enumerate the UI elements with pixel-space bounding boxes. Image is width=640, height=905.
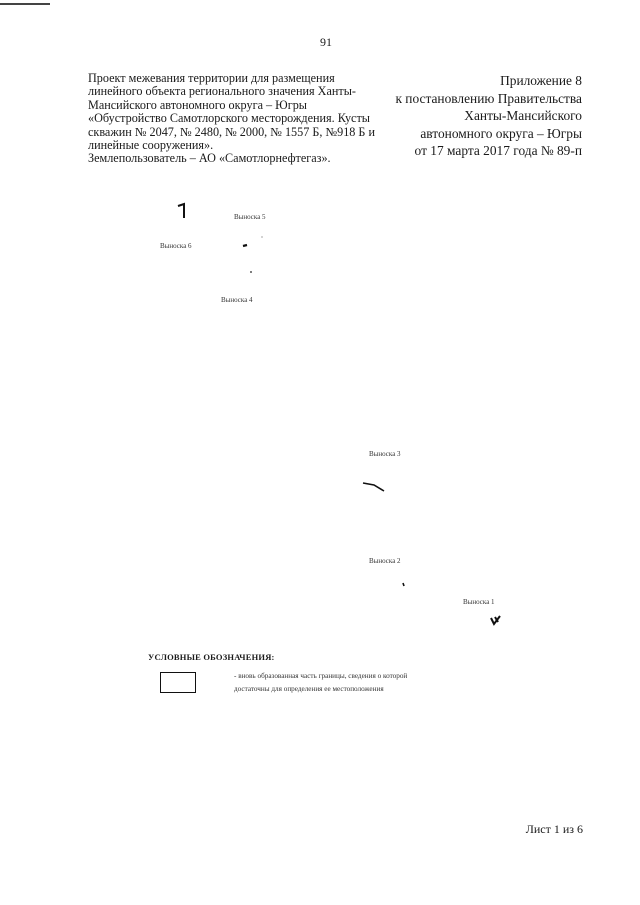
page-number: 91 bbox=[320, 35, 332, 49]
project-title-line: Проект межевания территории для размещения bbox=[88, 71, 335, 85]
boundary-mark-5 bbox=[178, 204, 184, 218]
appendix-line: Ханты-Мансийского bbox=[464, 108, 582, 123]
legend-title: УСЛОВНЫЕ ОБОЗНАЧЕНИЯ: bbox=[148, 652, 275, 662]
appendix-line: автономного округа – Югры bbox=[420, 125, 582, 141]
callout-5: Выноска 5 bbox=[234, 213, 266, 221]
legend-item-text bbox=[234, 670, 407, 696]
boundary-dot-4b bbox=[261, 236, 262, 237]
legend-item-line: достаточны для определения ее местоположения bbox=[234, 685, 384, 693]
callout-1: Выноска 1 bbox=[463, 598, 495, 606]
boundary-dot-4a bbox=[250, 271, 252, 273]
boundary-mark-1 bbox=[491, 616, 500, 624]
land-user-line: Землепользователь – АО «Самотлорнефтегаз». bbox=[88, 151, 331, 166]
appendix-line: Приложение 8 bbox=[500, 73, 582, 88]
callout-6: Выноска 6 bbox=[160, 242, 192, 250]
boundary-mark-3 bbox=[363, 483, 384, 491]
project-title-line: Мансийского автономного округа – Югры bbox=[88, 97, 307, 112]
legend-boundary-symbol bbox=[160, 672, 196, 693]
boundary-mark-6 bbox=[243, 245, 247, 246]
appendix-line: от 17 марта 2017 года № 89-п bbox=[414, 143, 582, 158]
project-title-line: линейные сооружения». bbox=[88, 138, 214, 153]
legend-item-line: - вновь образованная часть границы, сведения о которой bbox=[234, 672, 408, 680]
callout-2: Выноска 2 bbox=[369, 557, 401, 565]
project-title-line: «Обустройство Самотлорского месторождения. Кусты bbox=[88, 111, 370, 126]
callout-3: Выноска 3 bbox=[369, 450, 401, 458]
appendix-line: к постановлению Правительства bbox=[395, 90, 582, 106]
project-title-line: скважин № 2047, № 2480, № 2000, № 1557 Б, №918 Б и bbox=[88, 124, 375, 139]
sheet-label: Лист 1 из 6 bbox=[525, 822, 583, 836]
project-title-line: линейного объекта регионального значения Ханты- bbox=[88, 84, 356, 99]
boundary-mark-2 bbox=[403, 583, 404, 586]
callout-4: Выноска 4 bbox=[221, 296, 253, 304]
